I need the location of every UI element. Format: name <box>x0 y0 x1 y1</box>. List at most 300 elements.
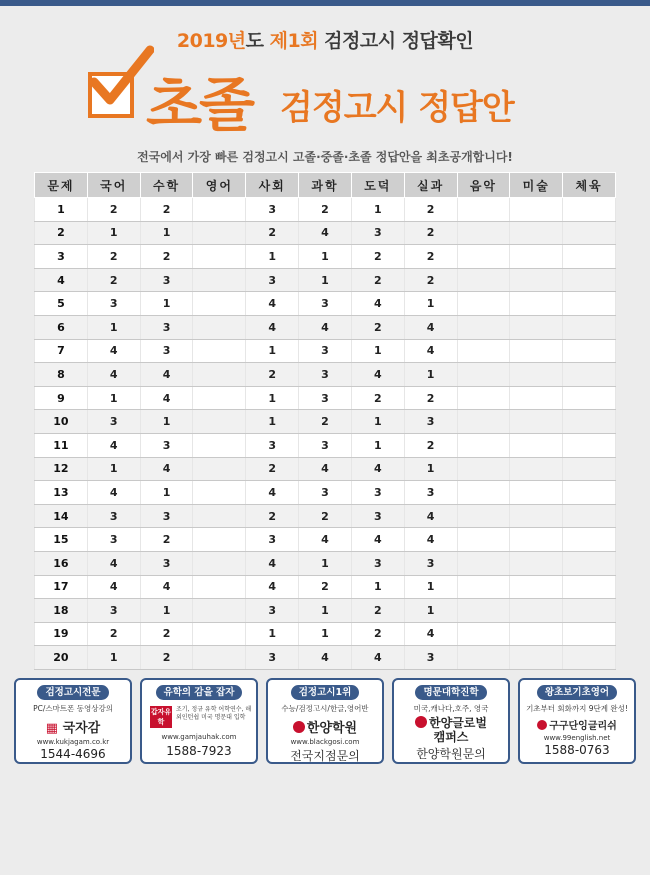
card-line: 미국,캐나다,호주, 영국 <box>413 704 489 713</box>
answer-cell: 4 <box>246 551 299 575</box>
answer-cell: 2 <box>351 622 404 646</box>
answer-cell <box>457 198 510 222</box>
answer-cell <box>563 646 616 670</box>
card-url: www.kukjagam.co.kr <box>36 738 110 746</box>
answer-cell: 2 <box>140 528 193 552</box>
question-number-cell: 17 <box>35 575 88 599</box>
answer-cell <box>510 433 563 457</box>
table-row <box>35 433 616 457</box>
answer-cell <box>193 646 246 670</box>
answer-cell: 3 <box>404 551 457 575</box>
answer-cell: 2 <box>351 599 404 623</box>
answer-cell: 4 <box>140 457 193 481</box>
answer-cell: 2 <box>404 198 457 222</box>
answer-cell <box>193 599 246 623</box>
table-body <box>35 198 616 670</box>
answer-cell: 3 <box>87 504 140 528</box>
answer-cell <box>563 315 616 339</box>
ad-card-hanyang[interactable] <box>266 678 384 764</box>
answer-cell: 2 <box>299 575 352 599</box>
answer-cell: 3 <box>246 528 299 552</box>
brand-name: 구구단잉글리쉬 <box>549 721 617 732</box>
table-row <box>35 457 616 481</box>
answer-cell <box>563 433 616 457</box>
answer-cell: 3 <box>351 481 404 505</box>
title-big: 초졸 <box>146 71 253 139</box>
answer-cell: 2 <box>404 221 457 245</box>
answer-cell: 3 <box>87 528 140 552</box>
card-head: 왕초보기초영어 <box>537 685 617 700</box>
answer-cell: 1 <box>246 339 299 363</box>
answer-cell: 4 <box>140 386 193 410</box>
answer-cell: 4 <box>404 339 457 363</box>
ad-card-hanyang-global[interactable] <box>392 678 510 764</box>
column-header: 미술 <box>510 173 563 198</box>
answer-cell: 3 <box>404 410 457 434</box>
table-row <box>35 386 616 410</box>
answer-cell <box>510 386 563 410</box>
answer-cell: 1 <box>299 599 352 623</box>
answer-cell: 1 <box>404 599 457 623</box>
answer-cell <box>457 245 510 269</box>
answer-cell <box>457 457 510 481</box>
answer-cell: 3 <box>299 292 352 316</box>
question-number-cell: 20 <box>35 646 88 670</box>
answer-cell <box>563 528 616 552</box>
answer-cell <box>193 245 246 269</box>
column-header: 사회 <box>246 173 299 198</box>
answer-cell <box>193 386 246 410</box>
card-phone: 한양학원문의 <box>416 747 486 761</box>
answer-cell: 4 <box>246 481 299 505</box>
answer-cell: 4 <box>299 528 352 552</box>
answer-cell: 4 <box>87 363 140 387</box>
answer-cell: 1 <box>87 646 140 670</box>
answer-cell <box>563 339 616 363</box>
answer-cell: 2 <box>299 410 352 434</box>
answer-cell: 1 <box>246 410 299 434</box>
answer-cell: 1 <box>140 410 193 434</box>
card-head: 유학의 감을 잡자 <box>156 685 243 700</box>
answer-cell <box>193 339 246 363</box>
answer-cell: 2 <box>246 504 299 528</box>
answer-cell: 2 <box>87 245 140 269</box>
table-row <box>35 528 616 552</box>
table-row <box>35 198 616 222</box>
title-rest: 검정고시 정답안 <box>280 88 514 128</box>
brand-name: 국자감 <box>62 721 101 736</box>
answer-cell <box>563 221 616 245</box>
answer-cell <box>193 504 246 528</box>
question-number-cell: 14 <box>35 504 88 528</box>
answer-cell: 3 <box>246 198 299 222</box>
answer-cell: 2 <box>140 245 193 269</box>
answer-cell: 1 <box>87 457 140 481</box>
question-number-cell: 19 <box>35 622 88 646</box>
answer-cell <box>510 504 563 528</box>
answer-cell: 4 <box>299 315 352 339</box>
answer-cell <box>193 221 246 245</box>
table-row <box>35 551 616 575</box>
answer-cell <box>510 481 563 505</box>
answer-cell: 1 <box>140 221 193 245</box>
answer-cell: 1 <box>299 622 352 646</box>
card-head: 검정고시1위 <box>291 685 360 700</box>
answer-cell <box>510 528 563 552</box>
card-phone: 전국지점문의 <box>290 749 360 763</box>
answer-cell: 3 <box>299 339 352 363</box>
column-header: 음악 <box>457 173 510 198</box>
answer-cell <box>457 433 510 457</box>
ad-cards <box>14 678 636 764</box>
brand-name: 한양글로벌 <box>429 716 487 730</box>
answer-cell: 1 <box>351 410 404 434</box>
answer-cell: 3 <box>299 363 352 387</box>
subtitle-round: 제1회 <box>263 30 319 52</box>
answer-cell: 4 <box>140 575 193 599</box>
answer-cell <box>510 221 563 245</box>
card-url: www.99english.net <box>543 734 611 742</box>
answer-cell <box>193 551 246 575</box>
answer-cell: 3 <box>87 292 140 316</box>
card-phone: 1588-7923 <box>166 744 232 758</box>
answer-cell: 3 <box>140 315 193 339</box>
answer-cell <box>563 481 616 505</box>
answer-cell: 2 <box>404 433 457 457</box>
answer-cell: 2 <box>299 198 352 222</box>
answer-cell: 2 <box>299 504 352 528</box>
answer-cell <box>457 315 510 339</box>
table-row <box>35 339 616 363</box>
answer-cell: 3 <box>246 599 299 623</box>
answer-cell <box>457 575 510 599</box>
ad-card-kukjagam[interactable] <box>14 678 132 764</box>
answer-cell <box>510 198 563 222</box>
answer-cell <box>193 457 246 481</box>
answer-cell <box>193 410 246 434</box>
answer-cell: 4 <box>246 575 299 599</box>
answer-cell <box>457 221 510 245</box>
answer-cell <box>563 622 616 646</box>
answer-cell: 4 <box>87 433 140 457</box>
answer-cell <box>510 363 563 387</box>
answer-cell: 4 <box>351 528 404 552</box>
answer-cell: 1 <box>246 622 299 646</box>
answer-cell <box>457 528 510 552</box>
answer-cell: 1 <box>140 481 193 505</box>
answer-cell: 2 <box>404 245 457 269</box>
answer-cell: 2 <box>246 363 299 387</box>
answer-cell: 3 <box>351 504 404 528</box>
question-number-cell: 7 <box>35 339 88 363</box>
answer-cell: 2 <box>140 646 193 670</box>
answer-cell <box>510 646 563 670</box>
answer-cell: 3 <box>299 433 352 457</box>
answer-cell: 2 <box>87 268 140 292</box>
answer-cell <box>563 386 616 410</box>
answer-cell <box>193 198 246 222</box>
answer-cell <box>510 551 563 575</box>
column-header: 과학 <box>299 173 352 198</box>
answer-cell: 3 <box>299 481 352 505</box>
answer-cell <box>563 245 616 269</box>
answer-cell <box>457 504 510 528</box>
answer-cell <box>563 551 616 575</box>
answer-cell: 1 <box>246 245 299 269</box>
card-url: www.blackgosi.com <box>290 738 360 746</box>
top-bar <box>0 0 650 6</box>
table-row <box>35 315 616 339</box>
answer-cell <box>193 481 246 505</box>
answer-cell: 4 <box>351 292 404 316</box>
answer-cell <box>457 386 510 410</box>
question-number-cell: 2 <box>35 221 88 245</box>
answer-cell: 4 <box>246 315 299 339</box>
answer-cell <box>457 599 510 623</box>
answer-cell: 3 <box>299 386 352 410</box>
answer-cell: 1 <box>87 386 140 410</box>
answer-cell: 4 <box>246 292 299 316</box>
card-brand <box>520 717 634 732</box>
answer-cell: 1 <box>246 386 299 410</box>
card-line: 수능/검정고시/한글,영어반 <box>281 704 369 713</box>
answer-cell: 2 <box>246 457 299 481</box>
answer-cell: 1 <box>299 551 352 575</box>
answer-cell <box>510 315 563 339</box>
answer-cell <box>457 268 510 292</box>
column-header: 문제 <box>35 173 88 198</box>
page-title <box>84 58 584 138</box>
table-row <box>35 575 616 599</box>
answer-cell <box>193 363 246 387</box>
brand-name: 한양학원 <box>306 721 358 736</box>
hanyang-logo-icon <box>293 721 305 733</box>
checkmark-icon <box>84 44 154 114</box>
question-number-cell: 3 <box>35 245 88 269</box>
answer-cell: 1 <box>351 575 404 599</box>
answer-cell: 1 <box>404 363 457 387</box>
answer-cell: 1 <box>404 457 457 481</box>
question-number-cell: 16 <box>35 551 88 575</box>
answer-cell: 3 <box>246 433 299 457</box>
answer-cell: 2 <box>351 386 404 410</box>
answer-cell: 4 <box>404 528 457 552</box>
answer-cell: 1 <box>140 599 193 623</box>
page-description: 전국에서 가장 빠른 검정고시 고졸·중졸·초졸 정답안을 최초공개합니다! <box>137 150 513 164</box>
card-head: 명문대학진학 <box>415 685 486 700</box>
answer-cell: 2 <box>351 245 404 269</box>
question-number-cell: 9 <box>35 386 88 410</box>
question-number-cell: 10 <box>35 410 88 434</box>
answer-cell: 2 <box>87 622 140 646</box>
answer-cell: 3 <box>140 339 193 363</box>
answer-cell: 1 <box>351 339 404 363</box>
answer-cell: 3 <box>140 433 193 457</box>
99english-logo-icon <box>537 720 547 730</box>
answer-cell <box>563 457 616 481</box>
answer-cell <box>563 575 616 599</box>
table-row <box>35 245 616 269</box>
answer-cell <box>563 198 616 222</box>
answer-cell: 4 <box>351 457 404 481</box>
subtitle-year: 2019년 <box>176 30 246 52</box>
question-number-cell: 18 <box>35 599 88 623</box>
column-header: 영어 <box>193 173 246 198</box>
answer-cell: 4 <box>87 551 140 575</box>
answer-cell: 1 <box>87 221 140 245</box>
answer-cell <box>510 339 563 363</box>
answer-cell: 4 <box>404 504 457 528</box>
answer-cell <box>563 363 616 387</box>
card-phone: 1588-0763 <box>544 743 610 757</box>
column-header: 도덕 <box>351 173 404 198</box>
answer-table <box>34 172 616 670</box>
hanyang-global-logo-icon <box>415 716 427 728</box>
answer-cell: 2 <box>351 315 404 339</box>
table-row <box>35 504 616 528</box>
subtitle-do: 도 <box>245 30 264 52</box>
answer-cell: 3 <box>404 646 457 670</box>
answer-cell: 3 <box>246 646 299 670</box>
column-header: 국어 <box>87 173 140 198</box>
answer-cell: 3 <box>351 221 404 245</box>
answer-cell <box>457 551 510 575</box>
answer-cell <box>457 292 510 316</box>
card-brand <box>394 716 508 744</box>
ad-card-gamjauhak[interactable] <box>140 678 258 764</box>
answer-cell: 1 <box>140 292 193 316</box>
ad-card-99english[interactable] <box>518 678 636 764</box>
answer-cell <box>193 315 246 339</box>
answer-cell: 1 <box>299 245 352 269</box>
answer-cell <box>457 481 510 505</box>
table-row <box>35 292 616 316</box>
answer-cell <box>457 363 510 387</box>
answer-cell <box>457 410 510 434</box>
table-row <box>35 646 616 670</box>
answer-cell <box>510 575 563 599</box>
answer-cell: 2 <box>404 386 457 410</box>
answer-cell <box>563 599 616 623</box>
table-header-row <box>35 173 616 198</box>
answer-cell: 1 <box>351 198 404 222</box>
answer-cell: 3 <box>87 599 140 623</box>
answer-cell <box>457 646 510 670</box>
answer-cell: 3 <box>246 268 299 292</box>
answer-cell: 4 <box>351 363 404 387</box>
question-number-cell: 5 <box>35 292 88 316</box>
answer-cell: 4 <box>299 221 352 245</box>
answer-cell: 3 <box>140 504 193 528</box>
table-row <box>35 363 616 387</box>
answer-cell <box>193 433 246 457</box>
answer-cell: 4 <box>404 622 457 646</box>
table-row <box>35 622 616 646</box>
answer-cell: 4 <box>87 339 140 363</box>
question-number-cell: 12 <box>35 457 88 481</box>
answer-cell: 1 <box>404 292 457 316</box>
question-number-cell: 13 <box>35 481 88 505</box>
answer-cell <box>193 292 246 316</box>
answer-cell <box>457 622 510 646</box>
answer-cell: 4 <box>87 481 140 505</box>
question-number-cell: 1 <box>35 198 88 222</box>
answer-cell: 4 <box>140 363 193 387</box>
answer-cell: 1 <box>87 315 140 339</box>
answer-cell: 3 <box>351 551 404 575</box>
card-head: 검정고시전문 <box>37 685 108 700</box>
answer-cell: 3 <box>140 268 193 292</box>
question-number-cell: 6 <box>35 315 88 339</box>
card-small-text: 조기, 정규 유학 어학연수, 해외인턴쉽 미국 명문대 입학 <box>176 706 252 721</box>
answer-cell <box>510 622 563 646</box>
kukjagam-logo-icon: ▦ <box>45 721 59 736</box>
brand-name-line2: 캠퍼스 <box>433 730 469 744</box>
table-row <box>35 268 616 292</box>
answer-cell <box>510 599 563 623</box>
column-header: 체육 <box>563 173 616 198</box>
gamjauhak-logo-icon: 갑자유학 <box>150 708 172 726</box>
question-number-cell: 11 <box>35 433 88 457</box>
answer-cell: 2 <box>351 268 404 292</box>
answer-cell <box>193 268 246 292</box>
answer-cell <box>193 575 246 599</box>
answer-cell <box>457 339 510 363</box>
answer-cell: 3 <box>140 551 193 575</box>
answer-cell: 3 <box>404 481 457 505</box>
answer-cell: 1 <box>351 433 404 457</box>
card-brand <box>268 717 382 736</box>
table-row <box>35 599 616 623</box>
table-row <box>35 410 616 434</box>
answer-cell: 2 <box>140 622 193 646</box>
question-number-cell: 8 <box>35 363 88 387</box>
answer-cell <box>510 292 563 316</box>
answer-cell: 1 <box>404 575 457 599</box>
answer-cell: 2 <box>246 221 299 245</box>
answer-cell: 2 <box>87 198 140 222</box>
question-number-cell: 15 <box>35 528 88 552</box>
column-header: 수학 <box>140 173 193 198</box>
answer-cell: 3 <box>87 410 140 434</box>
answer-cell <box>193 528 246 552</box>
answer-cell <box>193 622 246 646</box>
table-row <box>35 221 616 245</box>
question-number-cell: 4 <box>35 268 88 292</box>
answer-cell <box>563 410 616 434</box>
answer-cell <box>510 457 563 481</box>
table-row <box>35 481 616 505</box>
card-phone: 1544-4696 <box>40 747 106 761</box>
answer-cell: 1 <box>299 268 352 292</box>
answer-cell <box>510 245 563 269</box>
answer-cell: 4 <box>299 646 352 670</box>
answer-cell <box>510 268 563 292</box>
answer-cell: 2 <box>404 268 457 292</box>
answer-cell <box>563 504 616 528</box>
card-line: 기초부터 회화까지 9단계 완성! <box>526 704 628 713</box>
answer-cell: 4 <box>404 315 457 339</box>
answer-cell <box>563 268 616 292</box>
answer-cell: 4 <box>351 646 404 670</box>
answer-cell: 2 <box>140 198 193 222</box>
card-url: www.gamjauhak.com <box>161 733 237 741</box>
card-line: PC/스마트폰 동영상강의 <box>33 704 113 713</box>
column-header: 실과 <box>404 173 457 198</box>
answer-cell: 4 <box>299 457 352 481</box>
answer-cell: 4 <box>87 575 140 599</box>
answer-cell <box>510 410 563 434</box>
